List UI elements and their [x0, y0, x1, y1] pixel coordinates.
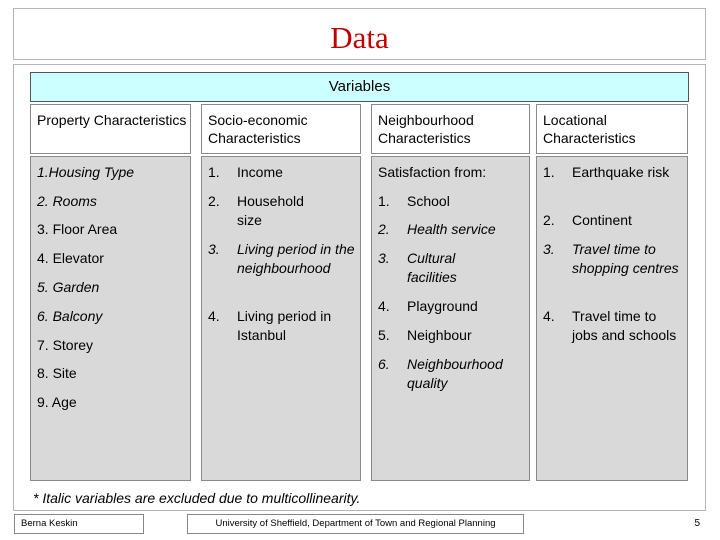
footnote: * Italic variables are excluded due to multicollinearity.: [33, 490, 361, 506]
column-heading-locational: Locational Characteristics: [536, 104, 688, 154]
item-text: Earthquake risk: [572, 164, 670, 180]
column-heading-property: Property Characteristics: [30, 104, 191, 154]
item-text: Cultural facilities: [407, 250, 457, 285]
slide-title: Data: [330, 20, 389, 55]
item-text: School: [407, 193, 450, 209]
list-item: [378, 326, 528, 346]
list-item: 4. Elevator: [37, 250, 104, 266]
list-item: [378, 220, 528, 240]
item-text: Household size: [237, 193, 304, 228]
list-item: [378, 297, 528, 317]
list-item: [543, 307, 683, 367]
item-text: Neighbourhood quality: [407, 356, 503, 391]
item-number: 4.: [208, 308, 220, 324]
page-number: 5: [694, 518, 700, 529]
item-text: Living period in Istanbul: [237, 308, 332, 343]
satisfaction-intro: Satisfaction from:: [378, 164, 487, 180]
item-number: 2.: [378, 221, 390, 237]
item-text: Travel time to shopping centres: [572, 241, 679, 276]
item-number: 4.: [378, 298, 390, 314]
title-box: [13, 8, 706, 60]
item-text: Travel time to jobs and schools: [572, 308, 677, 343]
column-body-property: [30, 156, 191, 481]
item-text: Income: [237, 164, 283, 180]
footer-author: Berna Keskin: [14, 514, 144, 534]
list-item: 3. Floor Area: [37, 221, 118, 237]
list-item: 1.Housing Type: [37, 164, 135, 180]
list-item: [208, 192, 358, 232]
item-number: 3.: [208, 241, 220, 257]
item-number: 1.: [543, 164, 555, 180]
list-item: 8. Site: [37, 365, 77, 381]
list-item: [208, 240, 358, 300]
list-item: 6. Balcony: [37, 308, 103, 324]
item-number: 4.: [543, 308, 555, 324]
item-number: 3.: [378, 250, 390, 266]
column-heading-neighbourhood: Neighbourhood Characteristics: [371, 104, 530, 154]
item-number: 2.: [208, 193, 220, 209]
list-item: [543, 240, 683, 300]
variables-header: Variables: [30, 72, 689, 102]
footer-institution: University of Sheffield, Department of Town and Regional Planning: [187, 514, 524, 534]
list-item: [208, 163, 358, 183]
item-number: 5.: [378, 327, 390, 343]
item-number: 3.: [543, 241, 555, 257]
column-body-locational: [536, 156, 688, 481]
list-item: 2. Rooms: [37, 193, 97, 209]
list-item: 9. Age: [37, 394, 77, 410]
item-text: Neighbour: [407, 327, 472, 343]
item-number: 1.: [208, 164, 220, 180]
item-number: 6.: [378, 356, 390, 372]
list-item: [208, 307, 358, 347]
column-body-socio-economic: [201, 156, 361, 481]
list-item: [378, 192, 528, 212]
column-body-neighbourhood: [371, 156, 530, 481]
item-text: Continent: [572, 212, 632, 228]
list-item: [543, 163, 683, 203]
list-item: [378, 355, 528, 395]
column-heading-socio-economic: Socio-economic Characteristics: [201, 104, 361, 154]
list-item: 5. Garden: [37, 279, 100, 295]
list-item: 7. Storey: [37, 337, 94, 353]
item-text: Living period in the neighbourhood: [237, 241, 355, 276]
list-item: [543, 211, 683, 231]
item-number: 2.: [543, 212, 555, 228]
item-text: Playground: [407, 298, 478, 314]
item-text: Health service: [407, 221, 496, 237]
item-number: 1.: [378, 193, 390, 209]
list-item: [378, 249, 528, 289]
